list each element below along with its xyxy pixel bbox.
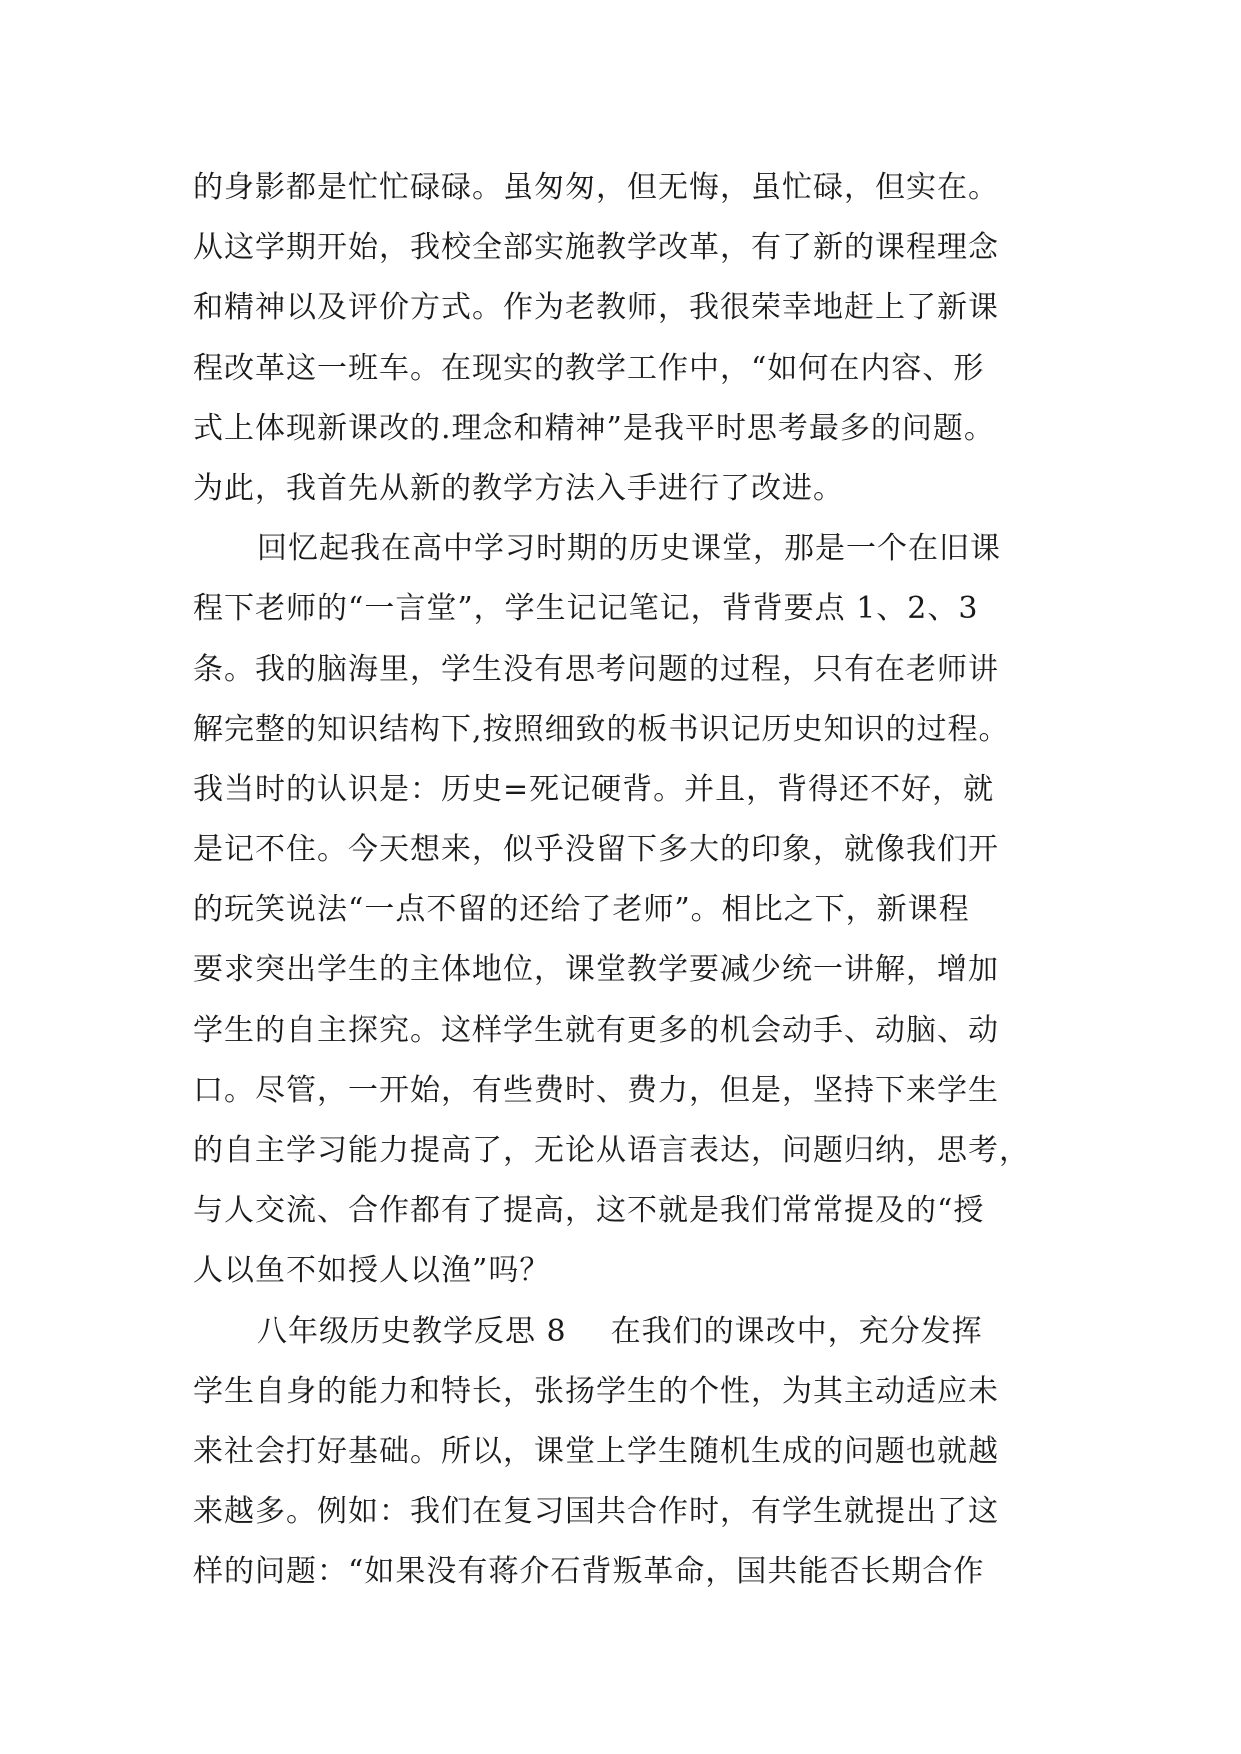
text-line: 样的问题：“如果没有蒋介石背叛革命，国共能否长期合作 (193, 1554, 985, 1590)
text-line: 从这学期开始，我校全部实施教学改革，有了新的课程理念 (193, 230, 999, 266)
text-line: 要求突出学生的主体地位，课堂教学要减少统一讲解，增加 (193, 952, 999, 988)
text-line: 式上体现新课改的.理念和精神”是我平时思考最多的问题。 (193, 410, 995, 446)
text-line: 来越多。例如：我们在复习国共合作时，有学生就提出了这 (193, 1494, 999, 1530)
text-line: 来社会打好基础。所以，课堂上学生随机生成的问题也就越 (193, 1433, 999, 1469)
document-body (193, 158, 1073, 1603)
text-line: 解完整的知识结构下,按照细致的板书识记历史知识的过程。 (193, 711, 1010, 747)
text-line: 人以鱼不如授人以渔”吗？ (193, 1253, 551, 1289)
heading-continuation: 在我们的课改中，充分发挥 (610, 1313, 983, 1349)
paragraph-start-line: 回忆起我在高中学习时期的历史课堂，那是一个在旧课 (257, 531, 1001, 567)
text-line: 学生的自主探究。这样学生就有更多的机会动手、动脑、动 (193, 1012, 999, 1048)
text-line: 学生自身的能力和特长，张扬学生的个性，为其主动适应未 (193, 1373, 999, 1409)
text-line: 我当时的认识是：历史=死记硬背。并且，背得还不好，就 (193, 771, 995, 807)
text-line: 为此，我首先从新的教学方法入手进行了改进。 (193, 470, 844, 506)
text-line: 和精神以及评价方式。作为老教师，我很荣幸地赶上了新课 (193, 290, 999, 326)
section-heading: 八年级历史教学反思 8 (257, 1313, 567, 1349)
text-line: 与人交流、合作都有了提高，这不就是我们常常提及的“授 (193, 1193, 985, 1229)
text-line: 条。我的脑海里，学生没有思考问题的过程，只有在老师讲 (193, 651, 999, 687)
text-line: 的玩笑说法“一点不留的还给了老师”。相比之下，新课程 (193, 892, 970, 928)
section-heading-line (193, 1302, 1073, 1362)
text-line: 口。尽管，一开始，有些费时、费力，但是，坚持下来学生 (193, 1072, 999, 1108)
text-line: 的自主学习能力提高了，无论从语言表达，问题归纳，思考， (193, 1133, 1030, 1168)
text-line: 程改革这一班车。在现实的教学工作中，“如何在内容、形 (193, 350, 985, 386)
text-line: 是记不住。今天想来，似乎没留下多大的印象，就像我们开 (193, 832, 999, 868)
text-line: 的身影都是忙忙碌碌。虽匆匆，但无悔，虽忙碌，但实在。 (193, 170, 999, 205)
text-line: 程下老师的“一言堂”，学生记记笔记，背背要点 1、2、3 (193, 591, 979, 627)
